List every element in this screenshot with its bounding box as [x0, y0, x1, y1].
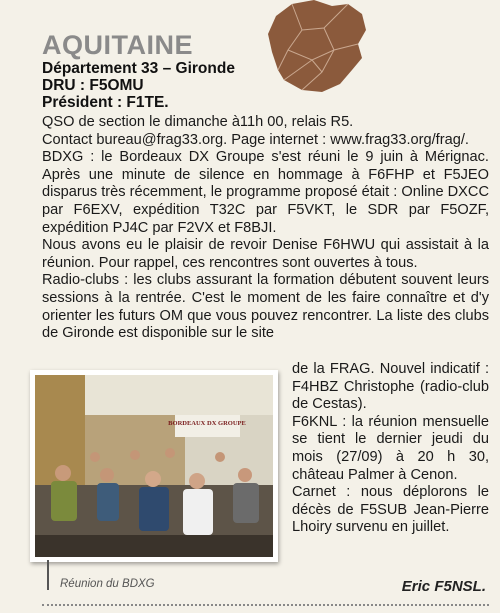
photo-caption: Réunion du BDXG	[60, 578, 155, 590]
paragraph-contact: Contact bureau@frag33.org. Page internet : www.frag33.org/frag/.	[42, 131, 469, 148]
caption-rule	[47, 560, 49, 590]
right-column	[292, 361, 489, 537]
paragraph-radio-clubs-continued: de la FRAG. Nouvel indicatif : F4HBZ Christophe (radio-club de Cestas).	[292, 361, 489, 413]
article-body	[42, 114, 489, 343]
dotted-divider	[42, 604, 489, 606]
author-signature: Eric F5NSL.	[401, 578, 486, 595]
section-header	[42, 60, 487, 111]
photo-banner: BORDEAUX DX GROUPE	[168, 420, 246, 427]
photo-frame	[30, 370, 278, 562]
department-line: Département 33 – Gironde	[42, 60, 235, 77]
paragraph-radio-clubs: Radio-clubs : les clubs assurant la formation débutent souvent leurs sessions à la rentrée. C'est le moment de les faire connaître et d'y orienter les futurs OM que vous pouvez rencontrer. La liste des clubs de Gironde est disponible sur le site	[42, 272, 489, 342]
paragraph-bdxg: BDXG : le Bordeaux DX Groupe s'est réuni le 9 juin à Mérignac. Après une minute de silence en hommage à F6FHP et F5JEO disparus très récemment, le programme proposé était : Online DXCC par F6EXV, expédition T32C par F5VKT, le SDR par F5OZF, expédition PJ4C par F2VX et F8BJI.	[42, 149, 489, 236]
president-line: Président : F1TE.	[42, 94, 169, 111]
paragraph-f6knl: F6KNL : la réunion mensuelle se tient le dernier jeudi du mois (27/09) à 20 h 30, château Palmer à Cenon.	[292, 413, 489, 483]
meeting-photo	[35, 375, 273, 557]
paragraph-denise: Nous avons eu le plaisir de revoir Denise F6HWU qui assistait à la réunion. Pour rappel, ces rencontres sont ouvertes à tous.	[42, 237, 489, 271]
paragraph-carnet: Carnet : nous déplorons le décès de F5SUB Jean-Pierre Lhoiry survenu en juillet.	[292, 484, 489, 536]
section-title: AQUITAINE	[42, 30, 193, 60]
dru-line: DRU : F5OMU	[42, 77, 144, 94]
paragraph-qso: QSO de section le dimanche à11h 00, relais R5.	[42, 114, 354, 130]
